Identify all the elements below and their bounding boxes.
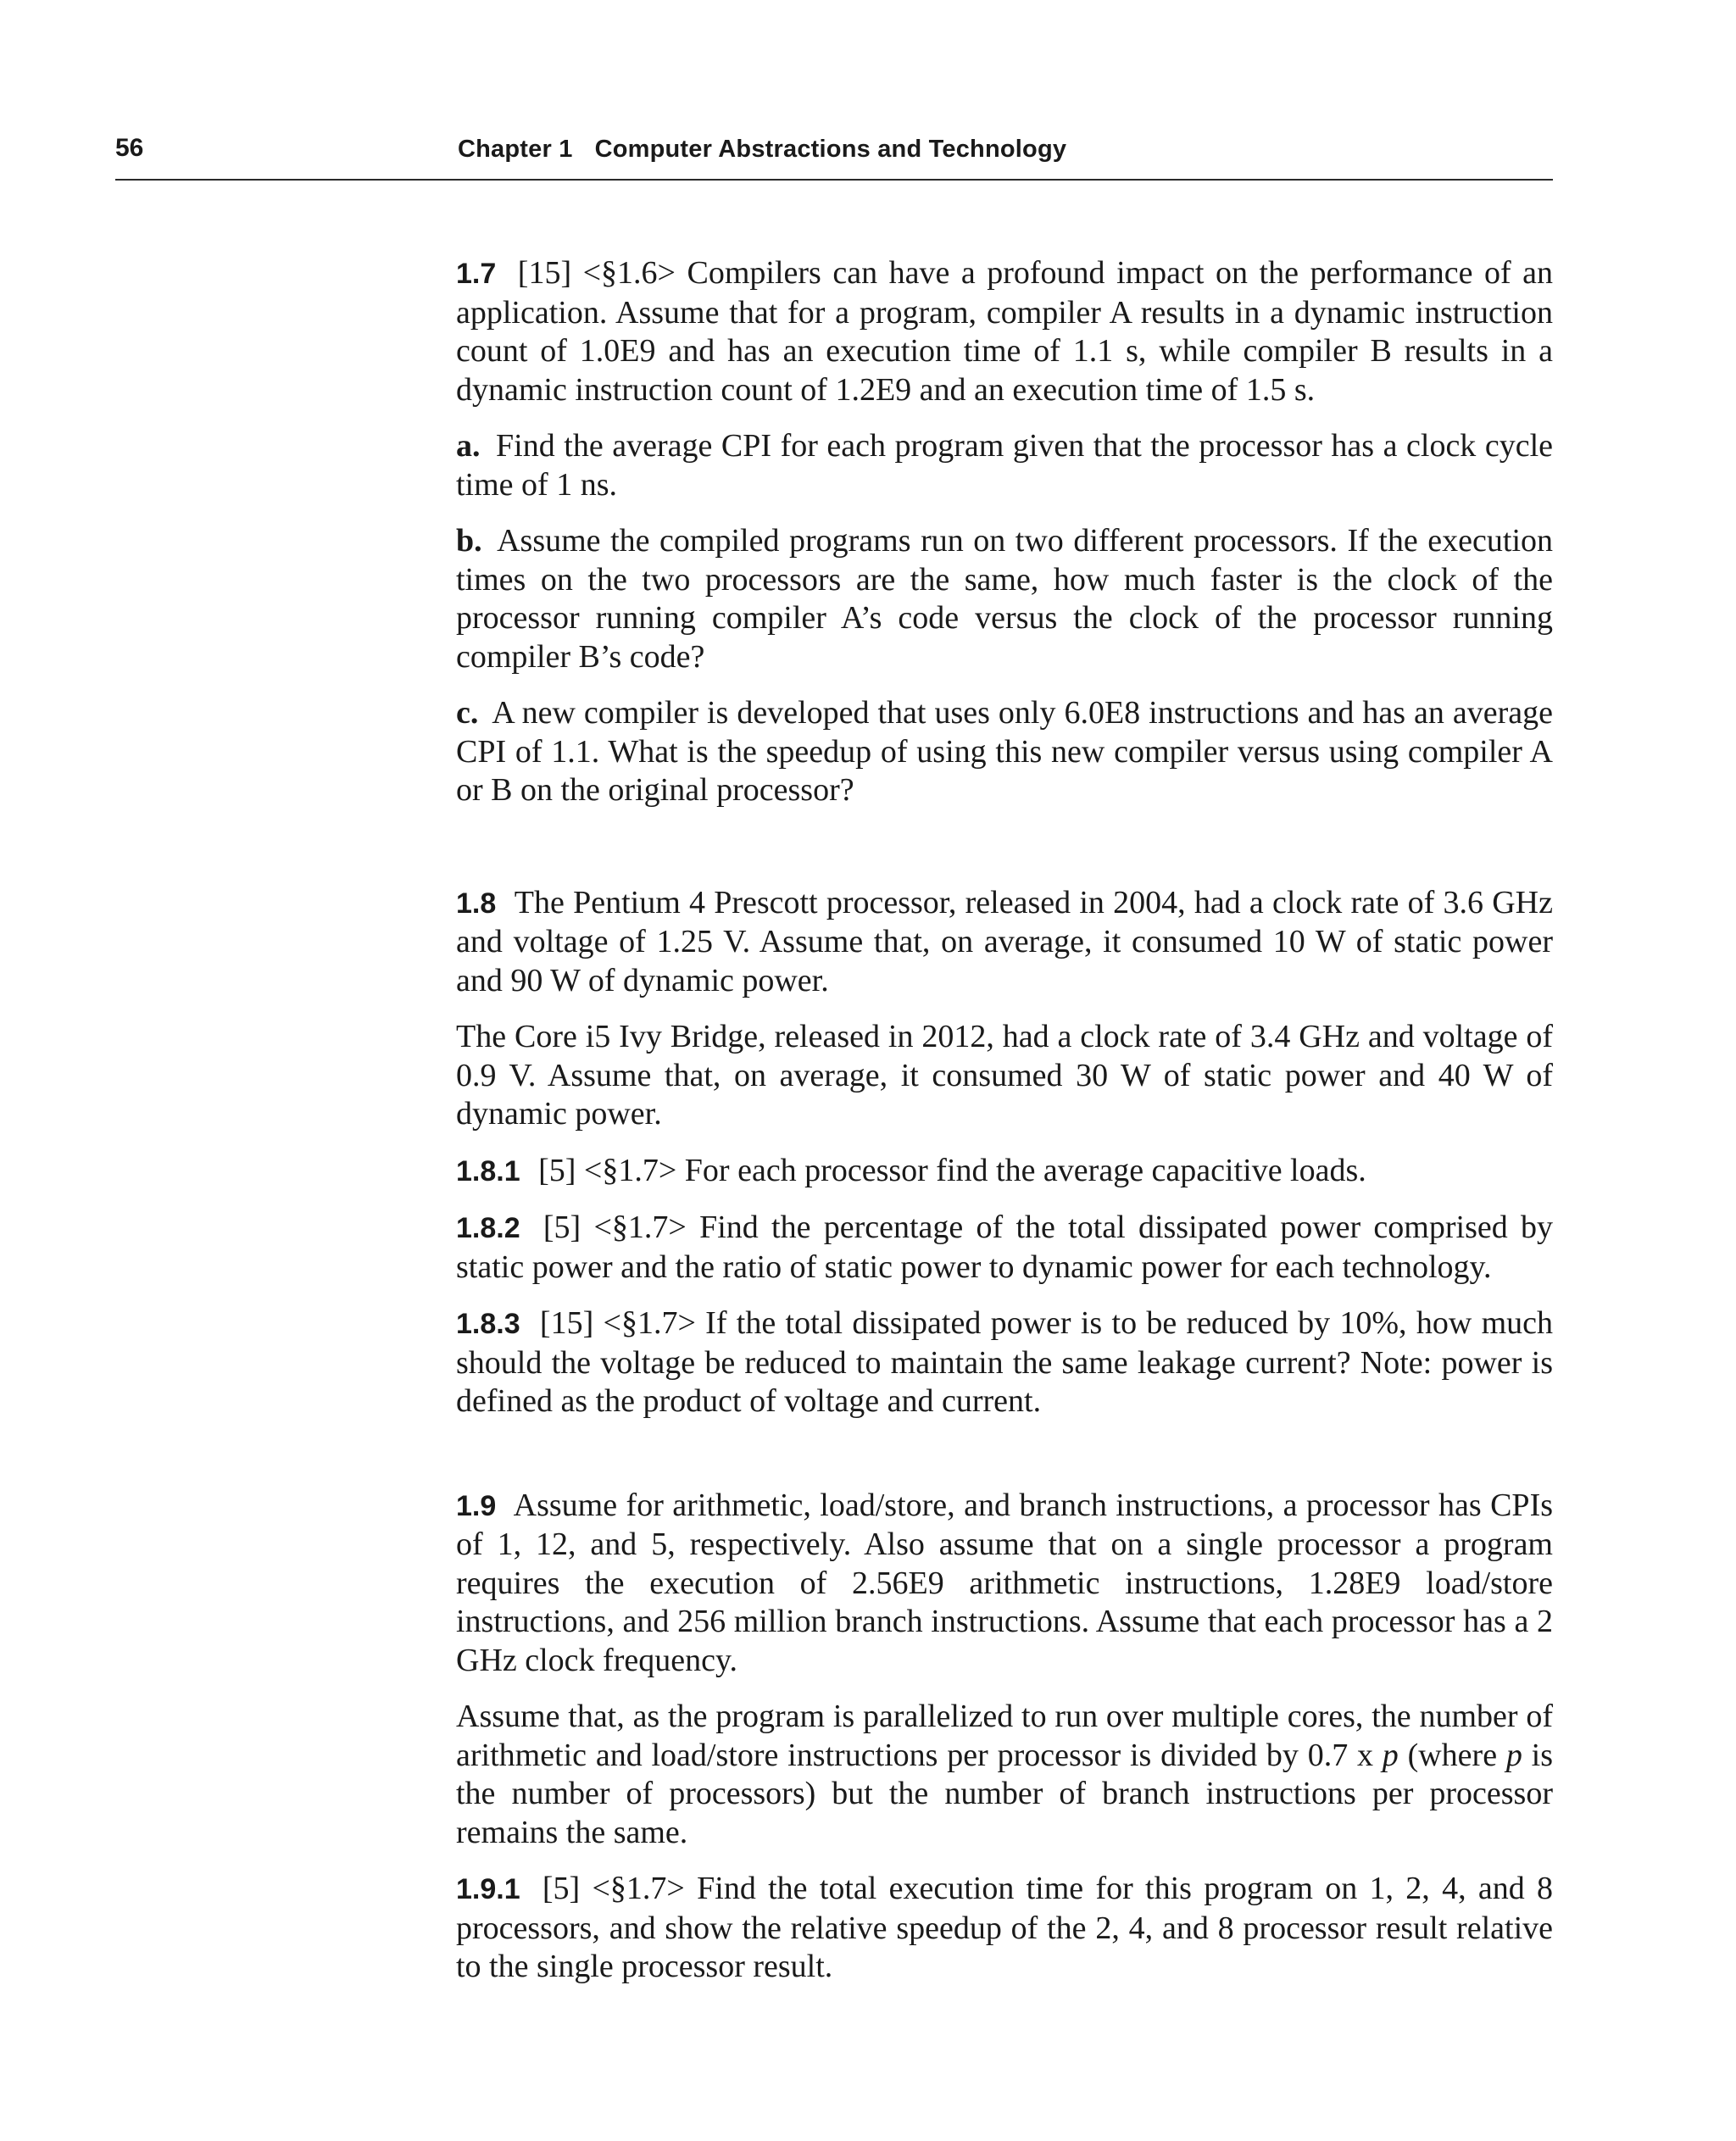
exercise-1-8	[456, 884, 1553, 1001]
part-label: a.	[456, 428, 481, 464]
part-label: c.	[456, 695, 479, 731]
exercise-1-9-continued	[456, 1698, 1553, 1852]
exercise-1-8-1	[456, 1152, 1553, 1192]
exercise-number: 1.8	[456, 887, 497, 920]
part-text: Find the average CPI for each program given that the processor has a clock cycle time of 1 ns.	[456, 428, 1554, 503]
part-label: b.	[456, 523, 482, 559]
chapter-title: Computer Abstractions and Technology	[594, 136, 1067, 163]
exercise-1-9-1	[456, 1870, 1553, 1987]
exercise-1-8-continued	[456, 1018, 1553, 1134]
part-text: Assume the compiled programs run on two different processors. If the execution times on the two processors are the same, how much faster is the clock of the processor running compiler A’s code versus the clock of the processor running compiler B’s code?	[456, 523, 1554, 675]
exercise-1-7-a	[456, 427, 1553, 504]
exercise-1-7	[456, 254, 1553, 409]
section-spacer	[456, 1439, 1553, 1487]
exercise-text: [15] <§1.6> Compilers can have a profound impact on the performance of an application. Assume that for a program, compiler A results in a dynamic instruction count of 1.0E9 and has an execution time of 1.1 s, while compiler B results in a dynamic instruction count of 1.2E9 and an execution time of 1.5 s.	[456, 255, 1553, 408]
header-rule	[115, 179, 1553, 181]
subexercise-number: 1.8.3	[456, 1308, 520, 1340]
variable-p: p	[1505, 1737, 1522, 1773]
subexercise-text: [5] <§1.7> For each processor find the average capacitive loads.	[538, 1152, 1366, 1188]
subexercise-text: [5] <§1.7> Find the total execution time for this program on 1, 2, 4, and 8 processors, and show the relative speedup of the 2, 4, and 8 processor result relative to the single processor result.	[456, 1871, 1553, 1984]
exercise-text: The Pentium 4 Prescott processor, released in 2004, had a clock rate of 3.6 GHz and voltage of 1.25 V. Assume that, on average, it consumed 10 W of static power and 90 W of dynamic power.	[456, 884, 1553, 998]
page-number: 56	[115, 134, 144, 162]
exercise-text: is the number of processors) but the number of branch instructions per processor remains the same.	[456, 1737, 1554, 1850]
exercise-number: 1.9	[456, 1489, 497, 1522]
exercise-number: 1.7	[456, 258, 497, 290]
exercise-1-7-c	[456, 694, 1553, 810]
exercise-text: The Core i5 Ivy Bridge, released in 2012, had a clock rate of 3.4 GHz and voltage of 0.9 V. Assume that, on average, it consumed 30 W of static power and 40 W of dynamic power.	[456, 1019, 1553, 1132]
part-text: A new compiler is developed that uses only 6.0E8 instructions and has an average CPI of 1.1. What is the speedup of using this new compiler versus using compiler A or B on the original processor?	[456, 695, 1553, 808]
exercise-1-9	[456, 1487, 1553, 1681]
subexercise-number: 1.9.1	[456, 1873, 520, 1905]
running-head	[458, 136, 1066, 164]
exercise-1-7-b	[456, 522, 1553, 676]
exercise-text: (where	[1407, 1737, 1498, 1773]
subexercise-number: 1.8.2	[456, 1212, 520, 1244]
page-body	[456, 254, 1553, 2005]
exercise-1-8-3	[456, 1304, 1553, 1421]
variable-p: p	[1382, 1737, 1399, 1773]
exercise-1-8-2	[456, 1209, 1553, 1287]
exercise-text: Assume that, as the program is parallelized to run over multiple cores, the number of arithmetic and load/store instructions per processor is divided by 0.7 x	[456, 1699, 1553, 1773]
subexercise-number: 1.8.1	[456, 1154, 520, 1187]
subexercise-text: [15] <§1.7> If the total dissipated power is to be reduced by 10%, how much should the voltage be reduced to maintain the same leakage current? Note: power is defined as the product of voltage and current.	[456, 1305, 1553, 1419]
subexercise-text: [5] <§1.7> Find the percentage of the total dissipated power comprised by static power and the ratio of static power to dynamic power for each technology.	[456, 1210, 1553, 1285]
exercise-text: Assume for arithmetic, load/store, and branch instructions, a processor has CPIs of 1, 12, and 5, respectively. Also assume that on a single processor a program requires the execution of 2.56E9 arithmetic instructions, 1.28E9 load/store instructions, and 256 million branch instructions. Assume that each processor has a 2 GHz clock frequency.	[456, 1487, 1554, 1678]
chapter-label: Chapter 1	[458, 136, 573, 163]
section-spacer	[456, 828, 1553, 884]
